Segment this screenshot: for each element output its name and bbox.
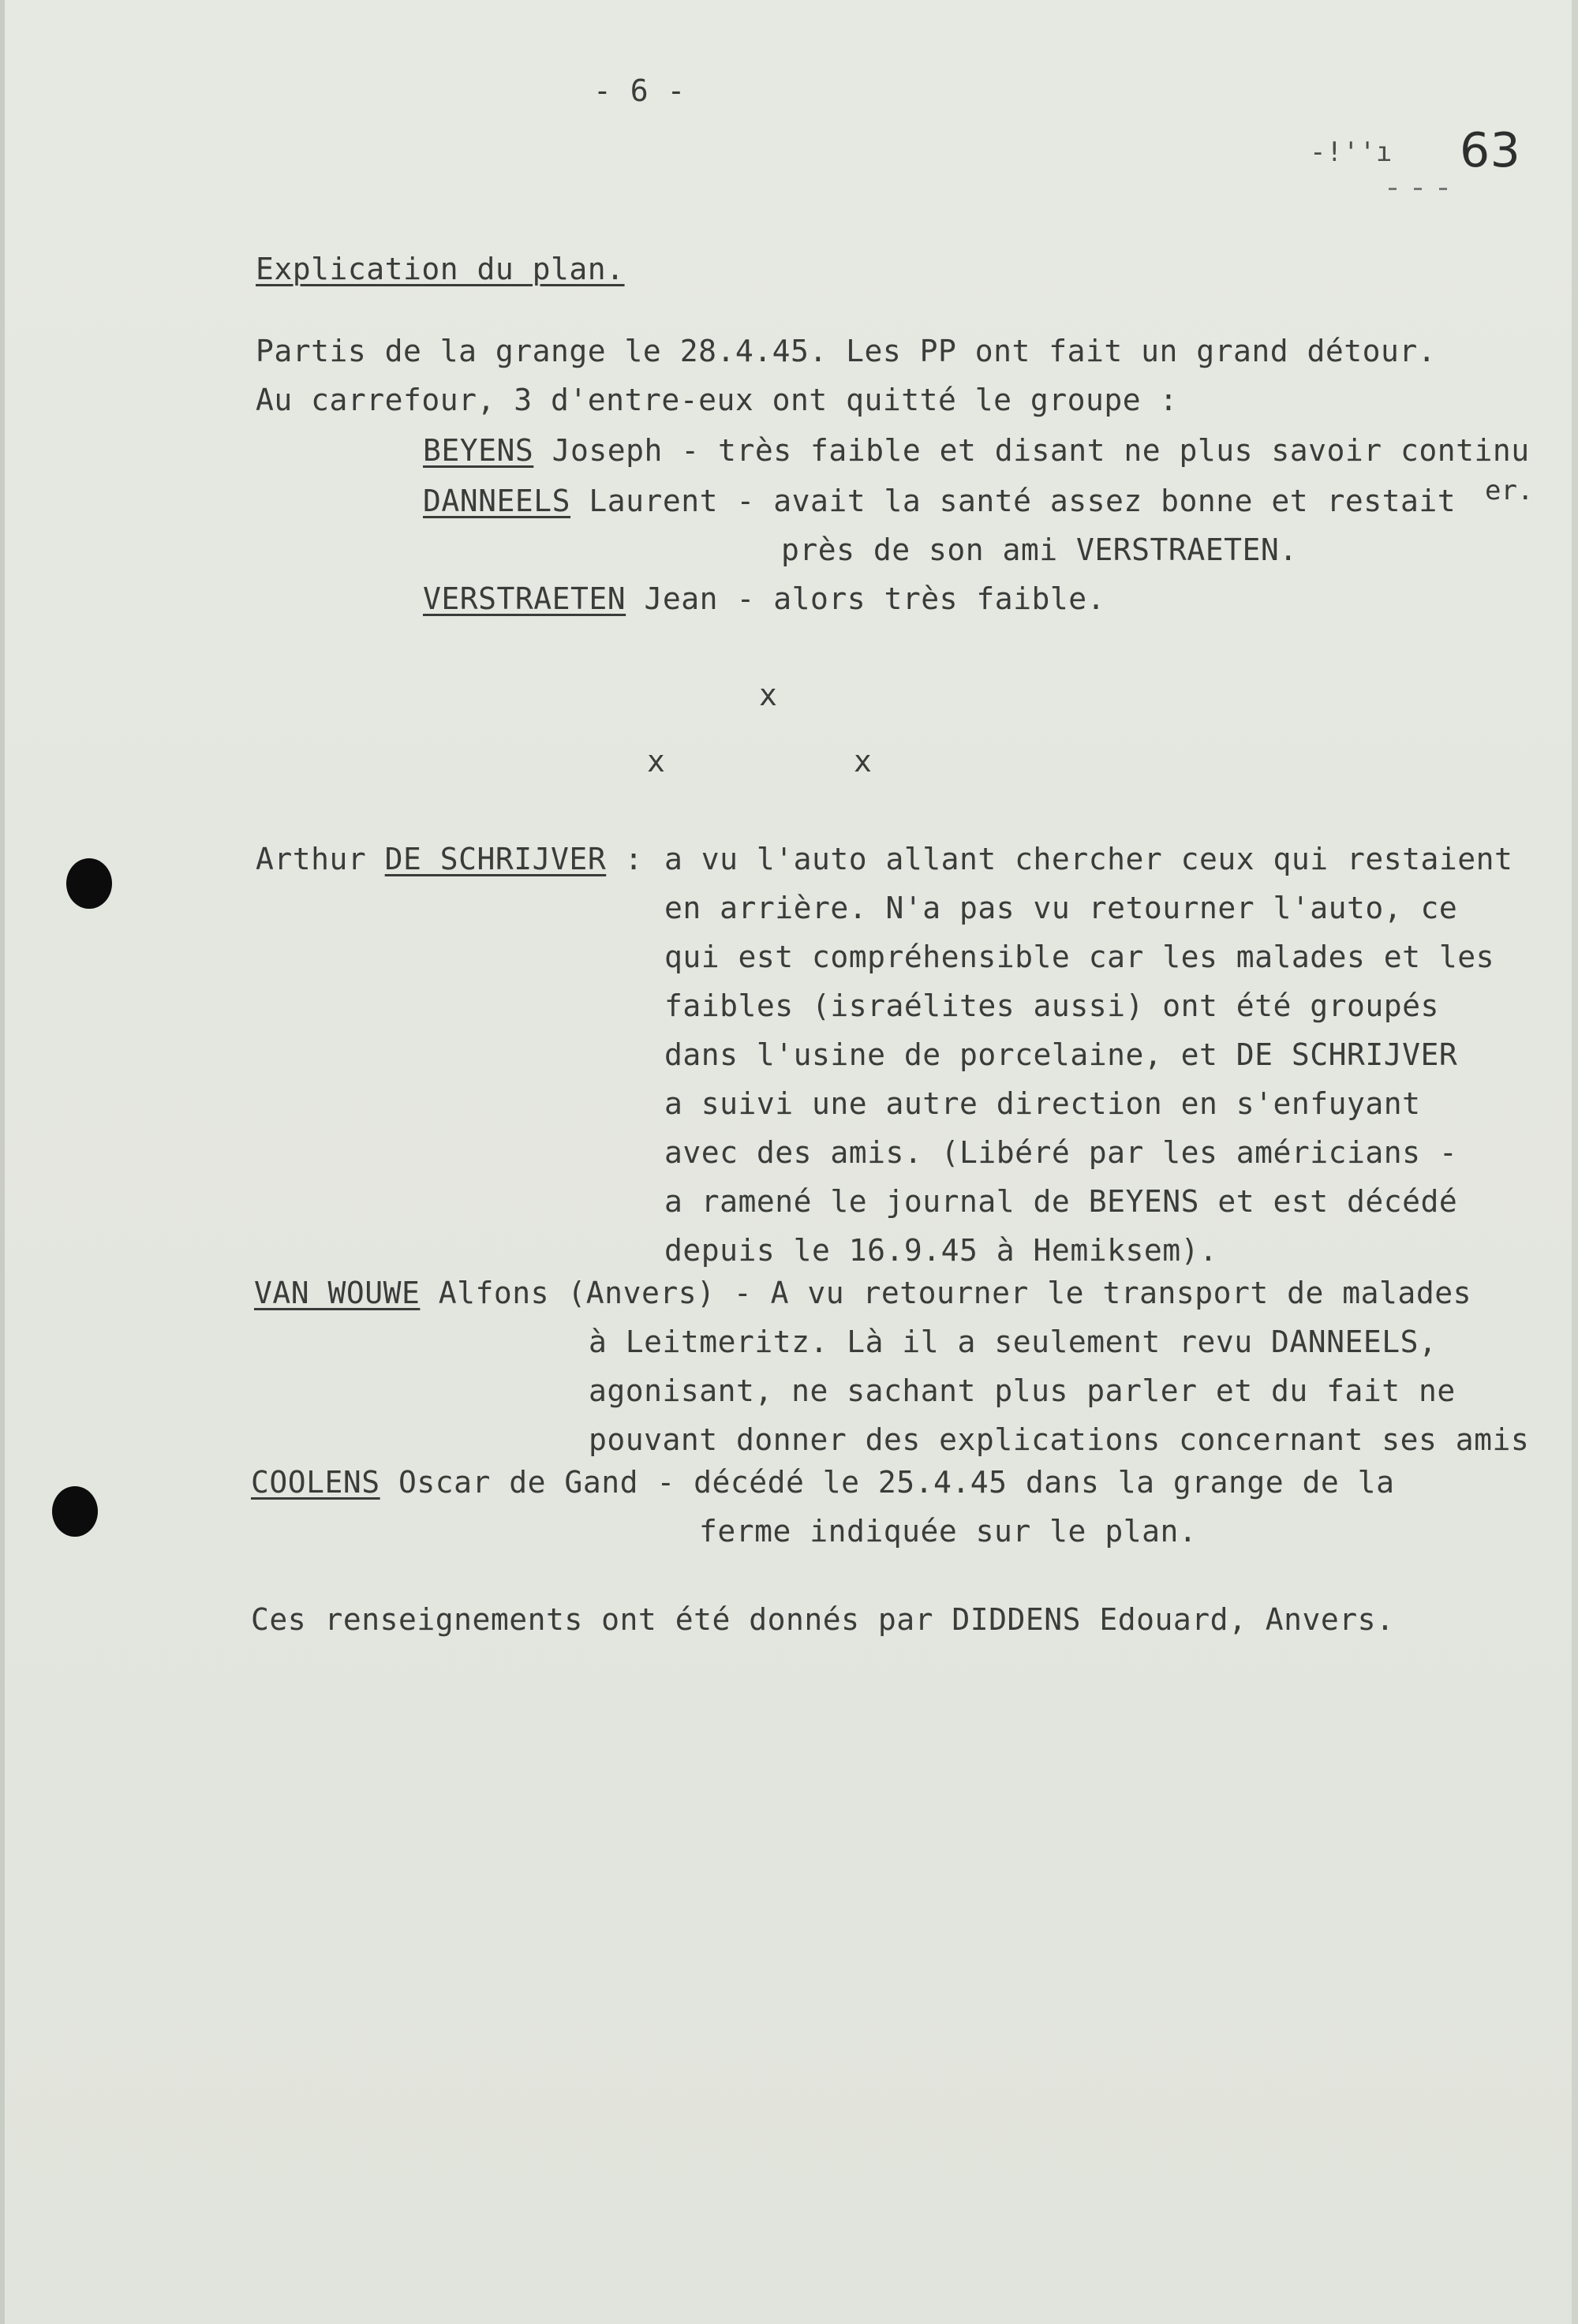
folio-number: 63 xyxy=(1460,123,1521,178)
folio-dash xyxy=(1439,188,1447,190)
witness-colon: : xyxy=(606,842,643,876)
separator-mark-left: x xyxy=(647,744,666,779)
testimony-first-line: Oscar de Gand - décédé le 25.4.45 dans la grange de la xyxy=(380,1465,1395,1500)
person-name: BEYENS xyxy=(423,433,534,468)
line-suffix: er. xyxy=(1485,475,1534,506)
intro-line-2: Au carrefour, 3 d'entre-eux ont quitté le groupe : xyxy=(256,383,1178,417)
testimony-schrijver-label xyxy=(256,841,643,877)
testimony-line: avec des amis. (Libéré par les américians - xyxy=(664,1135,1458,1170)
testimony-van-wouwe xyxy=(254,1275,1471,1311)
testimony-line: pouvant donner des explications concernant ses amis xyxy=(589,1422,1530,1457)
testimony-line: a suivi une autre direction en s'enfuyant xyxy=(664,1086,1421,1121)
person-name: VERSTRAETEN xyxy=(423,581,626,616)
testimony-line: en arrière. N'a pas vu retourner l'auto, ce xyxy=(664,891,1458,925)
testimony-line: faibles (israélites aussi) ont été groupés xyxy=(664,988,1439,1023)
person-danneels-continued: près de son ami VERSTRAETEN. xyxy=(781,532,1298,567)
person-danneels xyxy=(423,483,1456,519)
punch-hole-top xyxy=(66,858,112,909)
witness-name: DE SCHRIJVER xyxy=(384,842,607,876)
folio-mark: -!''ı xyxy=(1310,136,1393,168)
testimony-line: depuis le 16.9.45 à Hemiksem). xyxy=(664,1233,1218,1268)
intro-line-1: Partis de la grange le 28.4.45. Les PP ont fait un grand détour. xyxy=(256,334,1437,368)
testimony-coolens xyxy=(251,1464,1394,1500)
witness-name: VAN WOUWE xyxy=(254,1276,421,1310)
testimony-line: a ramené le journal de BEYENS et est décédé xyxy=(664,1184,1458,1219)
testimony-line: dans l'usine de porcelaine, et DE SCHRIJVER xyxy=(664,1037,1458,1072)
separator-mark-right: x xyxy=(854,744,873,779)
person-verstraeten xyxy=(423,581,1105,617)
separator-mark-top: x xyxy=(759,678,778,712)
witness-name: COOLENS xyxy=(251,1465,380,1500)
page-edge-left xyxy=(0,0,5,2324)
footer-note: Ces renseignements ont été donnés par DIDDENS Edouard, Anvers. xyxy=(251,1602,1395,1637)
person-detail: Jean - alors très faible. xyxy=(626,581,1105,616)
witness-first-name: Arthur xyxy=(256,842,385,876)
folio-dash xyxy=(1414,188,1422,190)
testimony-line: qui est compréhensible car les malades et les xyxy=(664,940,1495,974)
person-name: DANNEELS xyxy=(423,484,571,518)
person-beyens xyxy=(423,432,1530,469)
page-edge-right xyxy=(1572,0,1578,2324)
person-detail: Laurent - avait la santé assez bonne et restait xyxy=(570,484,1456,518)
testimony-line: à Leitmeritz. Là il a seulement revu DANNEELS, xyxy=(589,1325,1438,1359)
testimony-line: a vu l'auto allant chercher ceux qui restaient xyxy=(664,842,1513,876)
testimony-first-line: Alfons (Anvers) - A vu retourner le transport de malades xyxy=(420,1276,1471,1310)
folio-dash xyxy=(1389,188,1397,190)
punch-hole-bottom xyxy=(52,1486,98,1537)
person-detail: Joseph - très faible et disant ne plus savoir continu xyxy=(533,433,1530,468)
testimony-line: ferme indiquée sur le plan. xyxy=(699,1514,1198,1549)
testimony-line: agonisant, ne sachant plus parler et du fait ne xyxy=(589,1373,1456,1408)
page-number: - 6 - xyxy=(593,73,686,108)
section-title: Explication du plan. xyxy=(256,252,625,286)
